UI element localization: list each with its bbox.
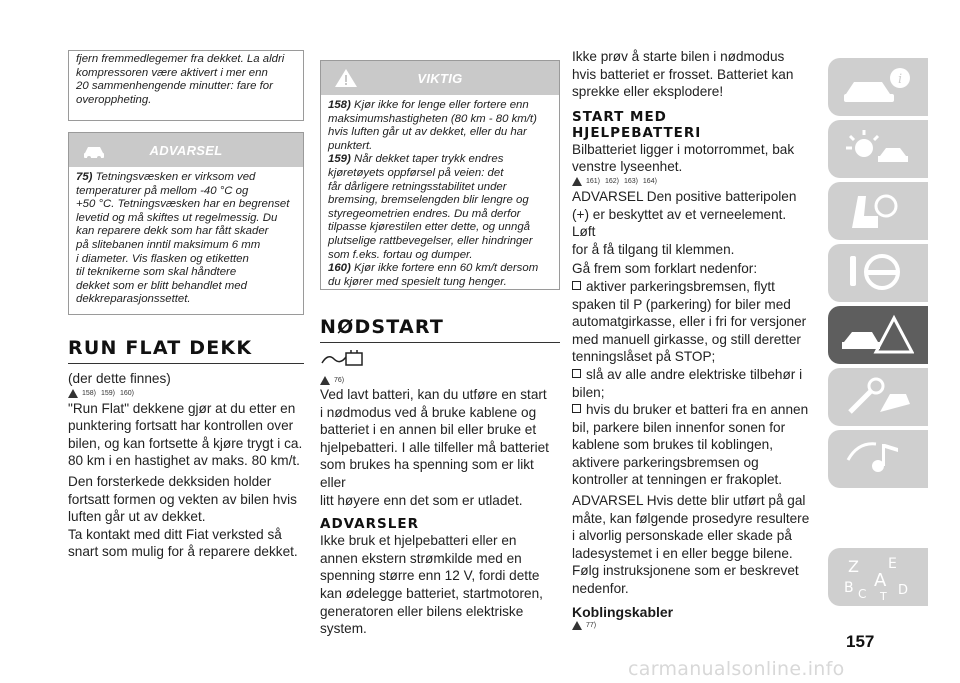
text-line: (+) er beskyttet av et verneelement. Løft [572, 206, 787, 240]
nodstart-heading: NØDSTART [320, 316, 445, 338]
list-item-line [572, 366, 812, 384]
warning-line [76, 198, 296, 212]
viktig-line [328, 167, 552, 181]
warning-text [69, 167, 303, 311]
viktig-line [328, 262, 552, 276]
text-line: ADVARSEL Hvis dette blir utført på gal [572, 493, 806, 509]
text-line: kompressoren være aktivert i mer enn [76, 66, 268, 79]
text-line: 80 km i en hastighet av maks. 80 km/t. [68, 453, 300, 469]
list-item-line [572, 278, 812, 296]
list-item-line [572, 348, 812, 366]
viktig-number: 159) [328, 153, 351, 166]
viktig-number: 160) [328, 262, 351, 275]
warning-line-text: temperaturer på mellom -40 °C og [76, 184, 249, 197]
tab-index[interactable] [828, 548, 928, 606]
list-item-text: spaken til P (parkering) for biler med [572, 296, 791, 312]
koblingskabler-refs [572, 620, 812, 632]
index-letter-c: C [858, 587, 867, 600]
index-letter-t: T [880, 590, 887, 600]
viktig-line [328, 153, 552, 167]
warning-number: 75) [76, 171, 93, 183]
column-1 [68, 0, 304, 561]
list-item-line [572, 471, 812, 489]
ref-number[interactable]: 161) [586, 178, 602, 186]
list-item-text: aktiver parkeringsbremsen, flytt [586, 278, 775, 294]
list-item-line [572, 296, 812, 314]
tab-safety[interactable] [828, 182, 928, 240]
viktig-line [328, 181, 552, 195]
list-item-line [572, 401, 812, 419]
text-line: Bilbatteriet ligger i motorrommet, bak [572, 141, 795, 157]
index-letter-e: E [888, 556, 897, 572]
viktig-line-text: kjøretøyets oppførsel på veien: det [328, 166, 504, 179]
warning-line-text: Tetningsvæsken er virksom ved [92, 171, 256, 183]
text-line: sprekke eller eksplodere! [572, 84, 724, 100]
warning-line-text: +50 °C. Tetningsvæsken har en begrenset [76, 198, 290, 211]
warning-line-text: i diameter. Vis flasken og etiketten [76, 252, 249, 265]
warning-label: ADVARSEL [149, 143, 223, 158]
viktig-line [328, 221, 552, 235]
warning-triangle-icon [68, 389, 78, 398]
viktig-box [320, 60, 560, 290]
text-line: spenning større enn 12 V, fordi dette [320, 568, 540, 584]
koblingskabler-heading: Koblingskabler [572, 603, 674, 620]
viktig-number: 158) [328, 99, 351, 111]
bullet-square-icon [572, 281, 581, 290]
list-item-text: hvis du bruker et batteri fra en annen [586, 402, 809, 418]
viktig-line-text: som f.eks. fortau og dumper. [328, 248, 473, 261]
warning-line [76, 280, 296, 294]
svg-text:i: i [898, 72, 903, 87]
text-line: ADVARSEL Den positive batteripolen [572, 188, 797, 204]
tab-multimedia[interactable] [828, 430, 928, 488]
index-letter-d: D [898, 583, 909, 598]
list-item-line [572, 384, 812, 402]
battery-location-para [572, 141, 812, 176]
ref-number[interactable]: 163) [623, 178, 640, 186]
column-2 [320, 0, 560, 638]
tab-service[interactable] [828, 368, 928, 426]
viktig-line-text: maksimumshastigheten (80 km - 80 km/t) [328, 112, 537, 125]
text-line: hvis batteriet er frosset. Batteriet kan [572, 66, 794, 82]
continuation-box [68, 50, 304, 121]
heading-rule [68, 363, 304, 364]
ref-number[interactable]: 159) [100, 390, 117, 398]
bullet-square-icon [572, 369, 581, 378]
viktig-line-text: bremsing, bremselengden blir lengre og [328, 194, 529, 207]
viktig-line [328, 99, 552, 113]
text-line: for å få tilgang til klemmen. [572, 241, 735, 257]
ref-number[interactable]: 160) [119, 390, 134, 398]
list-item-text: slå av alle andre elektriske tilbehør i [586, 366, 803, 382]
list-item-line [572, 331, 812, 349]
warning-line [76, 185, 296, 199]
text-line: Den forsterkede dekksiden holder [68, 473, 272, 489]
viktig-line-text: styregeometrien endres. Du må derfor [328, 207, 521, 220]
frozen-battery-para [572, 48, 812, 101]
text-line: batteriet i en annen bil eller bruke et [320, 422, 537, 438]
nodstart-refs [320, 374, 560, 386]
warning-triangle-icon [572, 177, 582, 186]
text-line: bilen, og kan fortsette å kjøre trygt i ca. [68, 435, 303, 451]
warning-line [76, 225, 296, 239]
alphabetical-index-icon [842, 554, 914, 600]
viktig-line-text: plutselige rattbevegelser, eller hindringer [328, 234, 533, 247]
continuation-text [76, 53, 296, 107]
column-3 [572, 48, 812, 632]
viktig-line [328, 126, 552, 140]
text-line: 20 sammenhengende minutter: fare for [76, 80, 273, 93]
warning-line [76, 266, 296, 280]
steering-wheel-key-icon [842, 250, 914, 296]
viktig-label: VIKTIG [417, 71, 463, 86]
text-line: punktering fortsatt har kontrollen over [68, 418, 294, 434]
page-number: 157 [846, 632, 875, 651]
start-med-heading [572, 109, 812, 141]
text-line: litt høyere enn det som er utladet. [320, 492, 523, 508]
index-letter-z: Z [848, 557, 859, 576]
text-line: venstre lyseenhet. [572, 159, 683, 175]
list-item-line [572, 313, 812, 331]
ref-number[interactable]: 164) [642, 178, 657, 186]
service-wrench-icon [842, 374, 914, 420]
heading-rule-2 [320, 342, 560, 343]
viktig-line-text: Når dekket taper trykk endres [350, 153, 504, 166]
battery-jump-icon [320, 349, 364, 369]
emergency-breakdown-icon [842, 312, 914, 358]
warning-lights-icon [842, 126, 914, 172]
text-line: luften går ut av dekket. [68, 509, 206, 525]
viktig-line-text: får dårligere retningsstabilitet under [328, 180, 507, 193]
run-flat-refs [68, 388, 304, 400]
tab-warning-lights[interactable] [828, 120, 928, 178]
tab-emergency[interactable] [828, 306, 928, 364]
warning-line-text: til teknikerne som skal håndtere [76, 266, 237, 279]
run-flat-sub: (der dette finnes) [68, 371, 171, 386]
tab-starting-driving[interactable] [828, 244, 928, 302]
warning-line [76, 239, 296, 253]
bullet-square-icon [572, 404, 581, 413]
text-line: Følg instruksjonene som er beskrevet [572, 563, 799, 579]
list-item-text: med manuell girkasse, og still deretter [572, 331, 801, 347]
warning-line-text: kan reparere dekk som har fått skader [76, 225, 269, 238]
run-flat-heading: RUN FLAT DEKK [68, 337, 253, 359]
run-flat-para-1 [68, 400, 304, 470]
viktig-line [328, 140, 552, 154]
viktig-line-text: tilpasse kjørestilen etter dette, og unngå [328, 221, 530, 234]
text-line: fjern fremmedlegemer fra dekket. La aldri [76, 53, 285, 65]
warning-line-text: på slitebanen inntil maksimum 6 mm [76, 238, 261, 251]
viktig-line-text: punktert. [328, 139, 373, 152]
list-item-line [572, 419, 812, 437]
procedure-intro [572, 260, 812, 278]
text-line: i nødmodus ved å bruke kablene og [320, 404, 537, 420]
ref-number[interactable]: 76) [334, 376, 345, 384]
index-letter-a: A [874, 570, 887, 591]
ref-number[interactable]: 162) [604, 178, 621, 186]
warning-header [69, 133, 303, 167]
ref-number[interactable]: 158) [82, 390, 98, 398]
list-item-text: tenningslåset på STOP; [572, 349, 716, 365]
incorrect-warning-para [572, 492, 812, 598]
warning-line [76, 212, 296, 226]
index-letter-b: B [844, 580, 854, 596]
viktig-line [328, 113, 552, 127]
text-line: Ikke prøv å starte bilen i nødmodus [572, 49, 785, 64]
text-line: overoppheting. [76, 93, 152, 106]
list-item-text: aktivere parkeringsbremsen og [572, 454, 759, 470]
text-line: kan ødelegge batteriet, startmotoren, [320, 585, 543, 601]
text-line: ladesystemet i en eller begge bilene. [572, 545, 793, 561]
warning-line-text: dekkreparasjonssettet. [76, 293, 191, 306]
heading-line-2: HJELPEBATTERI [572, 124, 702, 141]
warning-line [76, 253, 296, 267]
viktig-line-text: du kjører med spesielt tung henger. [328, 275, 507, 288]
positive-pole-para [572, 188, 812, 258]
viktig-line-text: Kjør ikke for lenge eller fortere enn [350, 99, 529, 111]
viktig-line [328, 249, 552, 263]
list-item-text: bilen; [572, 384, 605, 400]
text-line: nedenfor. [572, 581, 629, 597]
text-line: Ikke bruk et hjelpebatteri eller en [320, 533, 517, 549]
heading-line-1: START MED [572, 108, 667, 125]
procedure-list [572, 278, 812, 489]
text-line: generatoren eller bilens elektriske [320, 603, 524, 619]
run-flat-para-3 [68, 526, 304, 561]
warning-triangle-icon [320, 376, 330, 385]
list-item-line [572, 436, 812, 454]
viktig-line-text: hvis luften går ut av dekket, eller du har [328, 126, 527, 139]
viktig-line [328, 276, 552, 290]
viktig-text [321, 95, 559, 293]
text-line: system. [320, 621, 367, 637]
list-item-text: bil, parkere bilen innenfor sonen for [572, 419, 786, 435]
text-line: hjelpebatteri. I alle tilfeller må batteriet [320, 439, 549, 455]
list-item-text: kontroller at tenningen er frakoplet. [572, 472, 783, 488]
warning-box [68, 132, 304, 315]
warning-line-text: dekket som er blitt behandlet med [76, 279, 247, 292]
viktig-line [328, 235, 552, 249]
text-line: snart som mulig for å reparere dekket. [68, 544, 298, 560]
warning-line [76, 171, 296, 185]
text-line: Ta kontakt med ditt Fiat verksted så [68, 526, 282, 542]
text-line: som brukes ha spenning som er likt eller [320, 457, 534, 490]
run-flat-para-2 [68, 473, 304, 526]
text-line: måte, kan følgende prosedyre resultere [572, 510, 810, 526]
warning-line-text: levetid og må skiftes ut regelmessig. Du [76, 211, 278, 224]
viktig-line-text: Kjør ikke fortere enn 60 km/t dersom [350, 262, 539, 275]
tab-car-info[interactable] [828, 58, 928, 116]
list-item-text: automatgirkasse, eller i fri for versjoner [572, 314, 807, 330]
airbag-seat-icon [842, 188, 914, 234]
list-item-text: kablene som brukes til koblingen, [572, 437, 773, 453]
viktig-header [321, 61, 559, 95]
multimedia-music-icon [842, 436, 914, 482]
viktig-line [328, 194, 552, 208]
text-line: annen ekstern strømkilde med en [320, 550, 522, 566]
advarsler-para [320, 532, 560, 638]
text-line: fortsatt formen og vekten av bilen hvis [68, 491, 297, 507]
text-line: Ved lavt batteri, kan du utføre en start [320, 387, 547, 402]
viktig-line [328, 208, 552, 222]
watermark: carmanualsonline.info [628, 658, 845, 680]
advarsler-heading: ADVARSLER [320, 516, 419, 533]
warning-triangle-icon [572, 621, 582, 630]
nodstart-para [320, 386, 560, 509]
ref-number[interactable]: 77) [586, 622, 597, 630]
list-item-line [572, 454, 812, 472]
car-info-icon [842, 64, 914, 110]
start-refs [572, 176, 812, 188]
warning-line [76, 293, 296, 307]
text-line: i alvorlig personskade eller skade på [572, 528, 792, 544]
text-line: "Run Flat" dekkene gjør at du etter en [68, 400, 296, 416]
text-line: Gå frem som forklart nedenfor: [572, 261, 758, 277]
